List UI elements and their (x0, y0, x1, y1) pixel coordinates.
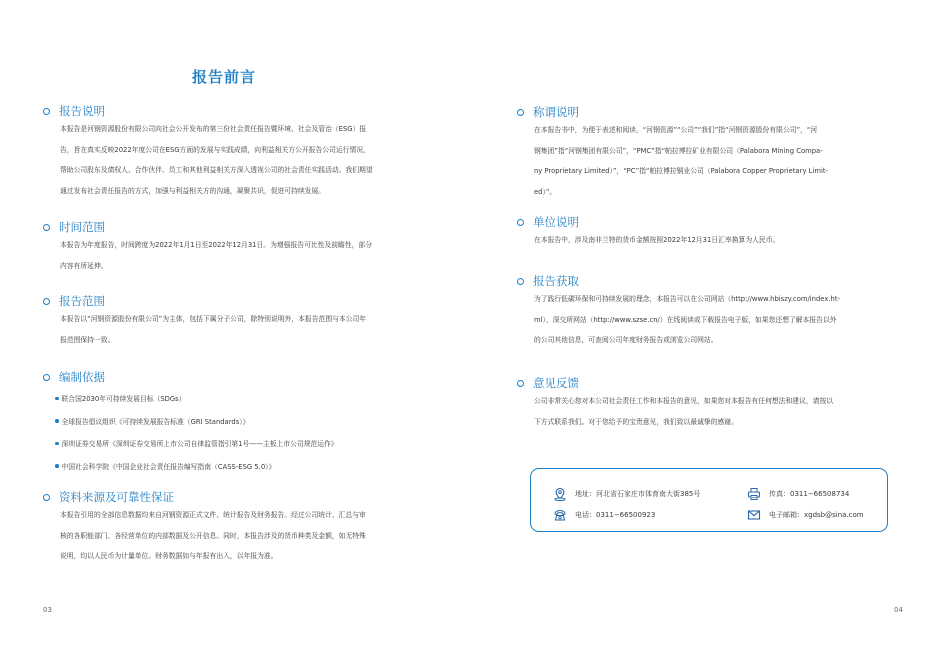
section-title: 编制依据 (59, 370, 105, 384)
page-number-left: 03 (43, 606, 52, 614)
section-data-source (43, 489, 366, 567)
section-report-description (43, 103, 373, 201)
paragraph-line: 本报告以“河钢资源股份有限公司”为主体，包括下属分子公司，除特别说明外，本报告范围与本公司年 (60, 315, 367, 323)
paragraph-line: 告，旨在真实反映2022年度公司在ESG方面的发展与实践成绩，向利益相关方公开报告公司运行情况， (60, 145, 370, 154)
section-compilation-basis (43, 369, 338, 477)
paragraph-line: ed）”。 (534, 187, 557, 196)
ring-bullet-icon (43, 298, 50, 305)
contact-fax: 传真：0311−66508734 (747, 487, 849, 501)
paragraph-line: 在本报告书中，为便于表述和阅读，“河钢资源”“公司”“我们”指“河钢资源股份有限公司”，“河 (534, 126, 818, 134)
section-units (517, 214, 779, 251)
paragraph-line: 本报告引用的全部信息数据均来自河钢资源正式文件、统计报告及财务报告。经过公司统计、汇总与审 (60, 511, 366, 519)
paragraph-line: 说明，均以人民币为计量单位。财务数据如与年报有出入，以年报为准。 (60, 552, 278, 560)
list-item: 联合国2030年可持续发展目标（SDGs） (55, 387, 338, 410)
dot-bullet-icon (55, 419, 59, 423)
paragraph-line: 钢集团”指“河钢集团有限公司”，“PMC”指“帕拉博拉矿业有限公司（Palabora Mining Compa- (534, 146, 823, 155)
section-title: 资料来源及可靠性保证 (59, 490, 174, 504)
ring-bullet-icon (43, 374, 50, 381)
paragraph-line: 的公司其他信息，可查阅公司年度财务报告或浏览公司网站。 (534, 336, 718, 344)
section-title: 报告获取 (533, 274, 579, 288)
ring-bullet-icon (43, 108, 50, 115)
section-title: 意见反馈 (533, 376, 579, 390)
ring-bullet-icon (517, 219, 524, 226)
ring-bullet-icon (43, 494, 50, 501)
paragraph-line: 核的各职能部门、各经营单位的内部数据及公开信息。同时，本报告涉及的货币种类及金额，如无特殊 (60, 531, 366, 540)
fax-icon (747, 487, 761, 501)
list-item: 深圳证券交易所《深圳证券交易所上市公司自律监管指引第1号——主板上市公司规范运作》 (55, 432, 338, 455)
section-report-scope (43, 293, 366, 350)
section-title: 单位说明 (533, 215, 579, 229)
dot-bullet-icon (55, 464, 59, 468)
section-feedback (517, 375, 833, 432)
section-time-scope (43, 219, 372, 276)
paragraph-line: ny Proprietary Limited）”，“PC”指“帕拉博拉铜业公司（Palabora Copper Proprietary Limit- (534, 167, 828, 175)
dot-bullet-icon (55, 442, 59, 446)
paragraph-line: ml）、深交所网站（http://www.szse.cn/）在线阅读或下载报告电子版，如果您还想了解本报告以外 (534, 315, 837, 324)
paragraph-line: 内容有所延伸。 (60, 261, 108, 270)
ring-bullet-icon (517, 109, 524, 116)
page-title: 报告前言 (192, 68, 257, 86)
paragraph-line: 帮助公司股东及债权人、合作伙伴、员工和其他利益相关方深入透视公司的社会责任实践活动。我们期望 (60, 166, 373, 174)
paragraph-line: 本报告为年度报告，时间跨度为2022年1月1日至2022年12月31日。为增强报告可比性及前瞻性，部分 (60, 241, 373, 249)
ring-bullet-icon (517, 380, 524, 387)
paragraph-line: 报范围保持一致。 (60, 335, 115, 344)
envelope-icon (747, 508, 761, 522)
paragraph-line: 为了践行低碳环保和可持续发展的理念，本报告可以在公司网站（http://www.hbiszy.com/index.ht- (534, 295, 840, 303)
contact-email: 电子邮箱：xgdsb@sina.com (747, 508, 864, 522)
section-title: 时间范围 (59, 220, 105, 234)
paragraph-line: 下方式联系我们。对于您给予的宝贵意见，我们致以最诚挚的感谢。 (534, 417, 738, 426)
ring-bullet-icon (43, 224, 50, 231)
paragraph-line: 通过发布社会责任报告的方式，加强与利益相关方的沟通，凝聚共识，促进可持续发展。 (60, 186, 326, 195)
page-number-right: 04 (894, 606, 903, 614)
phone-icon (553, 508, 567, 522)
paragraph-line: 本报告是河钢资源股份有限公司向社会公开发布的第三份社会责任报告暨环境、社会及管治（ESG）报 (60, 125, 367, 133)
contact-phone: 电话：0311−66500923 (553, 508, 655, 522)
list-item: 全球报告倡议组织《可持续发展报告标准（GRI Standards）》 (55, 410, 338, 433)
location-pin-icon (553, 487, 567, 501)
section-report-access (517, 273, 840, 351)
section-terms (517, 104, 828, 202)
dot-bullet-icon (55, 397, 59, 401)
paragraph-line: 公司非常关心您对本公司社会责任工作和本报告的意见，如果您对本报告有任何想法和建议，请按以 (534, 397, 834, 405)
contact-address: 地址：河北省石家庄市体育南大街385号 (553, 487, 700, 501)
ring-bullet-icon (517, 278, 524, 285)
contact-box (530, 468, 888, 532)
list-item: 中国社会科学院《中国企业社会责任报告编写指南（CASS-ESG 5.0）》 (55, 455, 338, 478)
section-title: 报告范围 (59, 294, 105, 308)
section-title: 报告说明 (59, 104, 105, 118)
paragraph-line: 在本报告中，涉及南非兰特的货币金额按照2022年12月31日汇率换算为人民币。 (534, 236, 780, 244)
section-title: 称谓说明 (533, 105, 579, 119)
